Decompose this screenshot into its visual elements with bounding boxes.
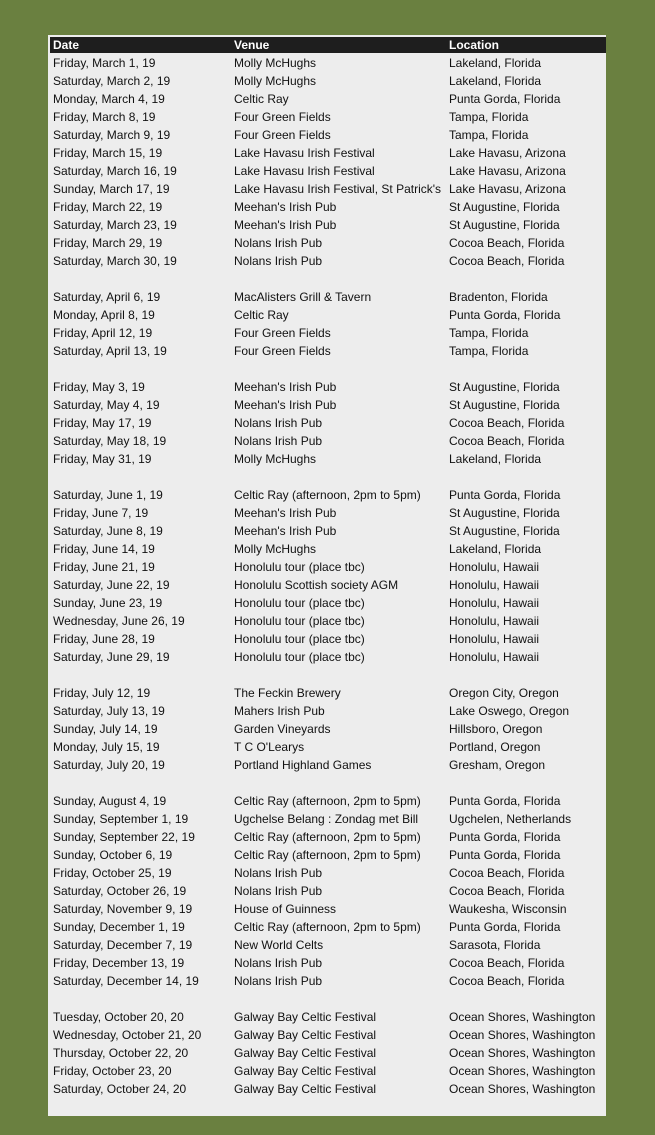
- table-row: [50, 432, 606, 450]
- cell-venue: Celtic Ray (afternoon, 2pm to 5pm): [234, 794, 421, 808]
- cell-venue: Nolans Irish Pub: [234, 974, 323, 988]
- table-row: [50, 828, 606, 846]
- table-row: [50, 612, 606, 630]
- cell-date: Friday, May 17, 19: [53, 416, 152, 430]
- cell-venue: Nolans Irish Pub: [234, 254, 323, 268]
- cell-venue: Garden Vineyards: [234, 722, 331, 736]
- cell-date: Saturday, June 29, 19: [53, 650, 170, 664]
- table-row: [50, 972, 606, 990]
- header-location: Location: [449, 38, 499, 52]
- cell-venue: Galway Bay Celtic Festival: [234, 1028, 377, 1042]
- cell-venue: Celtic Ray (afternoon, 2pm to 5pm): [234, 488, 421, 502]
- cell-venue: Lake Havasu Irish Festival, St Patrick's: [234, 182, 442, 196]
- cell-location: Cocoa Beach, Florida: [449, 236, 565, 250]
- table-row: [50, 108, 606, 126]
- cell-location: Cocoa Beach, Florida: [449, 884, 565, 898]
- cell-date: Friday, May 31, 19: [53, 452, 152, 466]
- cell-location: Gresham, Oregon: [449, 758, 546, 772]
- cell-location: St Augustine, Florida: [449, 398, 560, 412]
- cell-venue: Honolulu tour (place tbc): [234, 560, 365, 574]
- cell-date: Saturday, May 18, 19: [53, 434, 167, 448]
- table-row: [50, 486, 606, 504]
- cell-date: Wednesday, October 21, 20: [53, 1028, 202, 1042]
- cell-date: Saturday, November 9, 19: [53, 902, 193, 916]
- cell-date: Monday, March 4, 19: [53, 92, 165, 106]
- table-row: [50, 288, 606, 306]
- cell-venue: Lake Havasu Irish Festival: [234, 146, 375, 160]
- cell-date: Friday, June 7, 19: [53, 506, 149, 520]
- table-row: [50, 306, 606, 324]
- table-row: [50, 918, 606, 936]
- cell-location: Lake Havasu, Arizona: [449, 182, 566, 196]
- cell-date: Sunday, September 1, 19: [53, 812, 189, 826]
- cell-location: Honolulu, Hawaii: [449, 578, 540, 592]
- table-row: [50, 234, 606, 252]
- cell-location: Oregon City, Oregon: [449, 686, 559, 700]
- table-header: [50, 37, 606, 53]
- cell-location: Tampa, Florida: [449, 326, 529, 340]
- cell-date: Friday, October 25, 19: [53, 866, 172, 880]
- cell-venue: Molly McHughs: [234, 542, 317, 556]
- cell-date: Saturday, December 14, 19: [53, 974, 199, 988]
- table-row: [50, 1080, 606, 1098]
- header-venue: Venue: [234, 38, 270, 52]
- cell-venue: Nolans Irish Pub: [234, 434, 323, 448]
- cell-date: Sunday, August 4, 19: [53, 794, 167, 808]
- table-row: [50, 324, 606, 342]
- table-row: [50, 1062, 606, 1080]
- table-row: [50, 702, 606, 720]
- table-row: [50, 378, 606, 396]
- cell-venue: Molly McHughs: [234, 452, 317, 466]
- cell-venue: Meehan's Irish Pub: [234, 398, 337, 412]
- cell-location: Honolulu, Hawaii: [449, 632, 540, 646]
- cell-location: Cocoa Beach, Florida: [449, 416, 565, 430]
- table-row: [50, 540, 606, 558]
- cell-date: Sunday, June 23, 19: [53, 596, 163, 610]
- cell-date: Monday, April 8, 19: [53, 308, 155, 322]
- cell-venue: Nolans Irish Pub: [234, 866, 323, 880]
- cell-date: Wednesday, June 26, 19: [53, 614, 185, 628]
- table-row: [50, 630, 606, 648]
- cell-venue: Four Green Fields: [234, 344, 331, 358]
- cell-location: Bradenton, Florida: [449, 290, 548, 304]
- cell-venue: Nolans Irish Pub: [234, 956, 323, 970]
- cell-venue: Galway Bay Celtic Festival: [234, 1082, 377, 1096]
- cell-date: Sunday, July 14, 19: [53, 722, 158, 736]
- table-row: [50, 990, 606, 1008]
- cell-location: St Augustine, Florida: [449, 380, 560, 394]
- cell-location: Lake Havasu, Arizona: [449, 164, 566, 178]
- cell-date: Friday, July 12, 19: [53, 686, 151, 700]
- cell-date: Tuesday, October 20, 20: [53, 1010, 184, 1024]
- cell-date: Saturday, March 2, 19: [53, 74, 171, 88]
- cell-date: Thursday, October 22, 20: [53, 1046, 189, 1060]
- table-row: [50, 180, 606, 198]
- cell-location: Lakeland, Florida: [449, 542, 542, 556]
- cell-date: Friday, June 28, 19: [53, 632, 155, 646]
- cell-date: Friday, October 23, 20: [53, 1064, 172, 1078]
- cell-location: Ocean Shores, Washington: [449, 1082, 596, 1096]
- cell-venue: Celtic Ray (afternoon, 2pm to 5pm): [234, 830, 421, 844]
- cell-venue: House of Guinness: [234, 902, 337, 916]
- cell-location: Lakeland, Florida: [449, 74, 542, 88]
- cell-date: Sunday, December 1, 19: [53, 920, 185, 934]
- table-row: [50, 450, 606, 468]
- cell-venue: Molly McHughs: [234, 74, 317, 88]
- table-row: [50, 360, 606, 378]
- cell-venue: The Feckin Brewery: [234, 686, 341, 700]
- table-row: [50, 90, 606, 108]
- cell-date: Friday, March 1, 19: [53, 56, 156, 70]
- cell-location: Tampa, Florida: [449, 110, 529, 124]
- cell-location: Punta Gorda, Florida: [449, 794, 561, 808]
- table-row: [50, 558, 606, 576]
- cell-location: Honolulu, Hawaii: [449, 614, 540, 628]
- cell-venue: Meehan's Irish Pub: [234, 506, 337, 520]
- cell-date: Friday, May 3, 19: [53, 380, 145, 394]
- table-row: [50, 576, 606, 594]
- cell-location: Punta Gorda, Florida: [449, 308, 561, 322]
- cell-location: Portland, Oregon: [449, 740, 541, 754]
- cell-location: Lake Havasu, Arizona: [449, 146, 566, 160]
- cell-date: Saturday, October 24, 20: [53, 1082, 187, 1096]
- cell-date: Saturday, June 8, 19: [53, 524, 163, 538]
- cell-location: Punta Gorda, Florida: [449, 830, 561, 844]
- cell-date: Friday, April 12, 19: [53, 326, 153, 340]
- cell-date: Sunday, September 22, 19: [53, 830, 195, 844]
- cell-date: Saturday, March 23, 19: [53, 218, 177, 232]
- cell-venue: Four Green Fields: [234, 326, 331, 340]
- cell-location: Lakeland, Florida: [449, 452, 542, 466]
- cell-venue: Honolulu Scottish society AGM: [234, 578, 399, 592]
- cell-location: Sarasota, Florida: [449, 938, 541, 952]
- table-row: [50, 900, 606, 918]
- cell-venue: Honolulu tour (place tbc): [234, 596, 365, 610]
- table-row: [50, 504, 606, 522]
- cell-location: Ocean Shores, Washington: [449, 1010, 596, 1024]
- cell-location: Tampa, Florida: [449, 344, 529, 358]
- table-row: [50, 252, 606, 270]
- table-row: [50, 684, 606, 702]
- cell-date: Saturday, July 13, 19: [53, 704, 165, 718]
- cell-date: Saturday, May 4, 19: [53, 398, 160, 412]
- cell-venue: Nolans Irish Pub: [234, 884, 323, 898]
- table-row: [50, 216, 606, 234]
- cell-date: Saturday, December 7, 19: [53, 938, 193, 952]
- cell-venue: Portland Highland Games: [234, 758, 372, 772]
- cell-date: Friday, March 22, 19: [53, 200, 163, 214]
- table-row: [50, 810, 606, 828]
- cell-date: Saturday, April 13, 19: [53, 344, 167, 358]
- cell-venue: Meehan's Irish Pub: [234, 380, 337, 394]
- cell-location: Cocoa Beach, Florida: [449, 254, 565, 268]
- cell-date: Sunday, October 6, 19: [53, 848, 173, 862]
- table-row: [50, 846, 606, 864]
- cell-location: St Augustine, Florida: [449, 524, 560, 538]
- cell-location: Hillsboro, Oregon: [449, 722, 543, 736]
- table-row: [50, 468, 606, 486]
- table-row: [50, 594, 606, 612]
- table-row: [50, 936, 606, 954]
- cell-location: Punta Gorda, Florida: [449, 92, 561, 106]
- cell-location: Punta Gorda, Florida: [449, 848, 561, 862]
- table-row: [50, 522, 606, 540]
- cell-date: Sunday, March 17, 19: [53, 182, 170, 196]
- cell-date: Saturday, October 26, 19: [53, 884, 187, 898]
- cell-location: Ocean Shores, Washington: [449, 1064, 596, 1078]
- cell-date: Saturday, March 9, 19: [53, 128, 171, 142]
- cell-date: Friday, March 8, 19: [53, 110, 156, 124]
- cell-venue: Galway Bay Celtic Festival: [234, 1046, 377, 1060]
- cell-location: Lakeland, Florida: [449, 56, 542, 70]
- cell-date: Friday, June 21, 19: [53, 560, 155, 574]
- table-row: [50, 144, 606, 162]
- cell-location: St Augustine, Florida: [449, 200, 560, 214]
- cell-venue: Honolulu tour (place tbc): [234, 614, 365, 628]
- cell-venue: Galway Bay Celtic Festival: [234, 1064, 377, 1078]
- cell-location: Cocoa Beach, Florida: [449, 434, 565, 448]
- cell-location: Cocoa Beach, Florida: [449, 866, 565, 880]
- table-row: [50, 126, 606, 144]
- table-row: [50, 1044, 606, 1062]
- cell-date: Saturday, March 30, 19: [53, 254, 177, 268]
- cell-date: Friday, March 29, 19: [53, 236, 163, 250]
- cell-location: St Augustine, Florida: [449, 506, 560, 520]
- cell-date: Saturday, March 16, 19: [53, 164, 177, 178]
- cell-location: Cocoa Beach, Florida: [449, 956, 565, 970]
- table-row: [50, 864, 606, 882]
- table-row: [50, 792, 606, 810]
- cell-venue: MacAlisters Grill & Tavern: [234, 290, 372, 304]
- cell-location: Punta Gorda, Florida: [449, 920, 561, 934]
- cell-venue: Molly McHughs: [234, 56, 317, 70]
- table-row: [50, 198, 606, 216]
- cell-location: Lake Oswego, Oregon: [449, 704, 570, 718]
- cell-date: Friday, December 13, 19: [53, 956, 185, 970]
- table-row: [50, 738, 606, 756]
- table-row: [50, 1026, 606, 1044]
- cell-location: Ocean Shores, Washington: [449, 1028, 596, 1042]
- cell-location: Honolulu, Hawaii: [449, 650, 540, 664]
- table-row: [50, 396, 606, 414]
- cell-venue: Celtic Ray (afternoon, 2pm to 5pm): [234, 920, 421, 934]
- cell-location: Cocoa Beach, Florida: [449, 974, 565, 988]
- cell-venue: Lake Havasu Irish Festival: [234, 164, 375, 178]
- table-row: [50, 342, 606, 360]
- cell-venue: Ugchelse Belang : Zondag met Bill: [234, 812, 419, 826]
- cell-date: Saturday, July 20, 19: [53, 758, 165, 772]
- table-row: [50, 72, 606, 90]
- cell-location: Ocean Shores, Washington: [449, 1046, 596, 1060]
- table-row: [50, 54, 606, 72]
- table-row: [50, 1008, 606, 1026]
- table-row: [50, 414, 606, 432]
- table-row: [50, 666, 606, 684]
- table-row: [50, 720, 606, 738]
- cell-venue: Meehan's Irish Pub: [234, 524, 337, 538]
- cell-venue: Four Green Fields: [234, 110, 331, 124]
- table-row: [50, 270, 606, 288]
- cell-venue: Four Green Fields: [234, 128, 331, 142]
- cell-location: Ugchelen, Netherlands: [449, 812, 572, 826]
- cell-venue: Mahers Irish Pub: [234, 704, 325, 718]
- table-row: [50, 954, 606, 972]
- cell-venue: Celtic Ray: [234, 308, 289, 322]
- table-row: [50, 648, 606, 666]
- cell-venue: Honolulu tour (place tbc): [234, 632, 365, 646]
- cell-location: St Augustine, Florida: [449, 218, 560, 232]
- cell-venue: Galway Bay Celtic Festival: [234, 1010, 377, 1024]
- table-row: [50, 882, 606, 900]
- cell-venue: Nolans Irish Pub: [234, 236, 323, 250]
- cell-date: Saturday, June 22, 19: [53, 578, 170, 592]
- cell-date: Friday, June 14, 19: [53, 542, 155, 556]
- cell-venue: Celtic Ray: [234, 92, 289, 106]
- cell-location: Punta Gorda, Florida: [449, 488, 561, 502]
- cell-date: Monday, July 15, 19: [53, 740, 160, 754]
- header-date: Date: [53, 38, 80, 52]
- cell-venue: Honolulu tour (place tbc): [234, 650, 365, 664]
- cell-location: Honolulu, Hawaii: [449, 596, 540, 610]
- cell-venue: Meehan's Irish Pub: [234, 218, 337, 232]
- cell-location: Tampa, Florida: [449, 128, 529, 142]
- cell-date: Saturday, April 6, 19: [53, 290, 161, 304]
- cell-date: Saturday, June 1, 19: [53, 488, 163, 502]
- schedule-table-body: [50, 54, 606, 1098]
- cell-venue: Meehan's Irish Pub: [234, 200, 337, 214]
- cell-venue: Nolans Irish Pub: [234, 416, 323, 430]
- cell-venue: T C O'Learys: [234, 740, 305, 754]
- table-row: [50, 774, 606, 792]
- cell-venue: New World Celts: [234, 938, 324, 952]
- cell-date: Friday, March 15, 19: [53, 146, 163, 160]
- table-row: [50, 756, 606, 774]
- cell-location: Honolulu, Hawaii: [449, 560, 540, 574]
- cell-location: Waukesha, Wisconsin: [449, 902, 567, 916]
- cell-venue: Celtic Ray (afternoon, 2pm to 5pm): [234, 848, 421, 862]
- table-row: [50, 162, 606, 180]
